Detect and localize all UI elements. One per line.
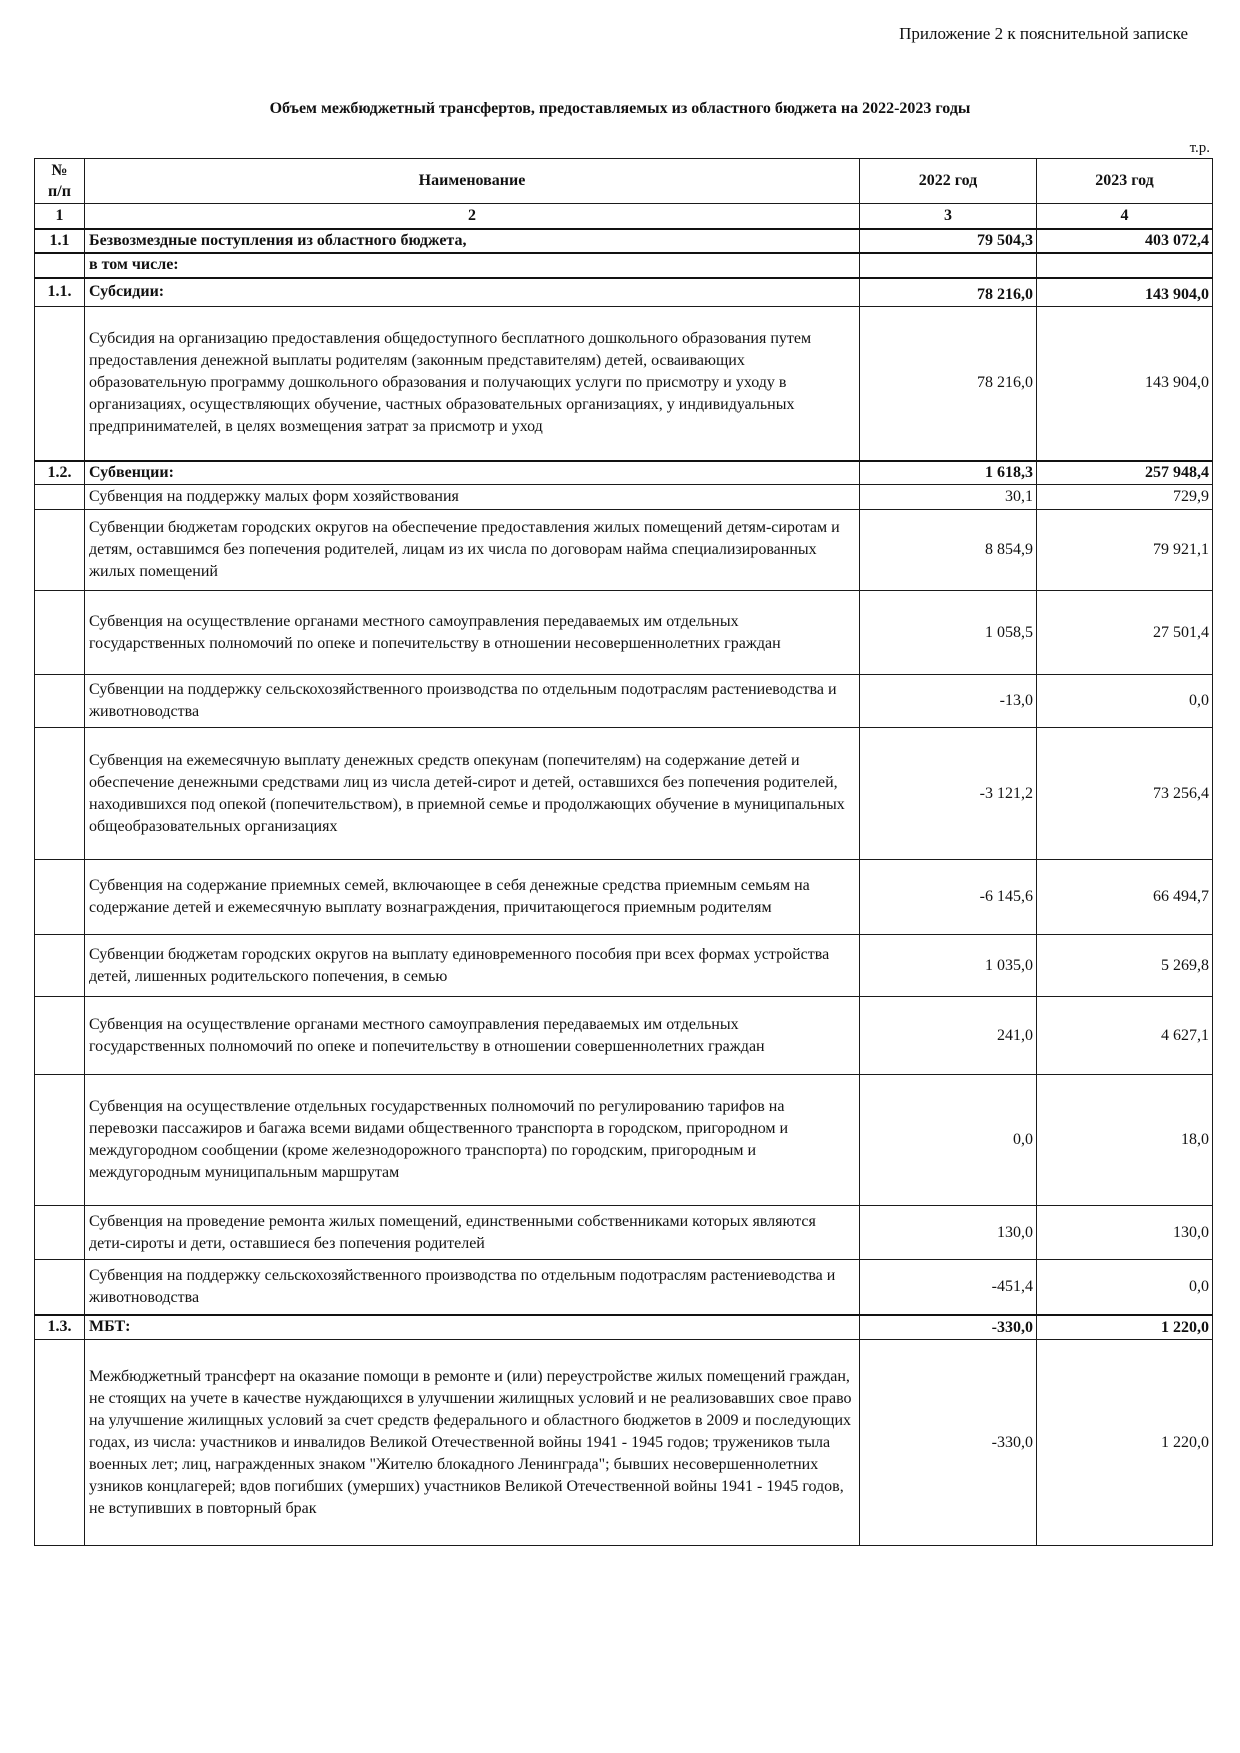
table-row xyxy=(35,997,1213,1075)
column-header-number xyxy=(35,159,85,204)
row-number xyxy=(35,675,85,728)
row-name: Субвенция на осуществление органами местного самоуправления передаваемых им отдельных государственных полномочий по опеке и попечительству в отношении несовершеннолетних граждан xyxy=(85,591,860,675)
table-header-row xyxy=(35,159,1213,204)
row-value-2022: 1 058,5 xyxy=(860,591,1037,675)
row-name: Субсидии: xyxy=(85,278,860,307)
row-value-2023: 1 220,0 xyxy=(1037,1315,1213,1340)
row-name: Субвенции бюджетам городских округов на выплату единовременного пособия при всех формах устройства детей, лишенных родительского попечения, в семью xyxy=(85,935,860,997)
row-number xyxy=(35,253,85,278)
row-value-2023: 73 256,4 xyxy=(1037,728,1213,860)
table-row xyxy=(35,591,1213,675)
row-value-2022: -451,4 xyxy=(860,1260,1037,1315)
row-name: Межбюджетный трансферт на оказание помощи в ремонте и (или) переустройстве жилых помещений граждан, не стоящих на учете в качестве нуждающихся в улучшении жилищных условий и не реализовавших свое право на улучшение жилищных условий за счет средств федерального и областного бюджетов в 2009 и последующих годах, из числа: участников и инвалидов Великой Отечественной войны 1941 - 1945 годов; тружеников тыла военных лет; лиц, награжденных знаком "Жителю блокадного Ленинграда"; бывших несовершеннолетних узников концлагерей; вдов погибших (умерших) участников Великой Отечественной войны 1941 - 1945 годов, не вступивших в повторный брак xyxy=(85,1340,860,1546)
row-value-2022: 78 216,0 xyxy=(860,278,1037,307)
row-name: Субвенции бюджетам городских округов на обеспечение предоставления жилых помещений детям-сиротам и детям, оставшимся без попечения родителей, лицам из их числа по договорам найма специализированных жилых помещений xyxy=(85,510,860,591)
table-row xyxy=(35,1315,1213,1340)
row-value-2023 xyxy=(1037,253,1213,278)
row-name: Безвозмездные поступления из областного бюджета, xyxy=(85,229,860,253)
row-number: 1.1. xyxy=(35,278,85,307)
row-value-2022: 78 216,0 xyxy=(860,307,1037,461)
row-number xyxy=(35,997,85,1075)
units-label: т.р. xyxy=(1189,140,1210,156)
row-name: в том числе: xyxy=(85,253,860,278)
row-number xyxy=(35,1206,85,1260)
row-value-2023: 1 220,0 xyxy=(1037,1340,1213,1546)
table-body xyxy=(35,229,1213,1546)
table-row xyxy=(35,485,1213,510)
row-value-2022: 241,0 xyxy=(860,997,1037,1075)
row-value-2023: 143 904,0 xyxy=(1037,278,1213,307)
row-name: Субвенция на осуществление отдельных государственных полномочий по регулированию тарифов на перевозки пассажиров и багажа всеми видами общественного транспорта в городском, пригородном и междугородном сообщении (кроме железнодорожного транспорта) по городским, пригородным и междугородным муниципальным маршрутам xyxy=(85,1075,860,1206)
row-value-2023: 130,0 xyxy=(1037,1206,1213,1260)
row-name: Субвенции на поддержку сельскохозяйственного производства по отдельным подотраслям растениеводства и животноводства xyxy=(85,675,860,728)
row-value-2023: 0,0 xyxy=(1037,1260,1213,1315)
row-name: Субвенция на ежемесячную выплату денежных средств опекунам (попечителям) на содержание детей и обеспечение денежными средствами лиц из числа детей-сирот и детей, оставшихся без попечения родителей, находившихся под опекой (попечительством), в приемной семье и продолжающих обучение в муниципальных общеобразовательных организациях xyxy=(85,728,860,860)
column-numbers-row xyxy=(35,204,1213,229)
row-value-2022: -330,0 xyxy=(860,1340,1037,1546)
table-row xyxy=(35,935,1213,997)
table-row xyxy=(35,728,1213,860)
table-row xyxy=(35,510,1213,591)
row-value-2023: 729,9 xyxy=(1037,485,1213,510)
row-number xyxy=(35,307,85,461)
row-value-2023: 0,0 xyxy=(1037,675,1213,728)
row-name: Субвенции: xyxy=(85,461,860,485)
row-name: Субвенция на осуществление органами местного самоуправления передаваемых им отдельных государственных полномочий по опеке и попечительству в отношении совершеннолетних граждан xyxy=(85,997,860,1075)
row-value-2022: 1 618,3 xyxy=(860,461,1037,485)
row-value-2022: 1 035,0 xyxy=(860,935,1037,997)
table-row xyxy=(35,1260,1213,1315)
row-value-2023: 403 072,4 xyxy=(1037,229,1213,253)
row-value-2023: 18,0 xyxy=(1037,1075,1213,1206)
row-value-2023: 27 501,4 xyxy=(1037,591,1213,675)
row-value-2022: 0,0 xyxy=(860,1075,1037,1206)
table-row xyxy=(35,675,1213,728)
table-row xyxy=(35,253,1213,278)
row-value-2022 xyxy=(860,253,1037,278)
table-row xyxy=(35,1075,1213,1206)
table-row xyxy=(35,307,1213,461)
row-value-2022: 79 504,3 xyxy=(860,229,1037,253)
row-value-2023: 257 948,4 xyxy=(1037,461,1213,485)
row-value-2023: 5 269,8 xyxy=(1037,935,1213,997)
row-name: Субвенция на поддержку малых форм хозяйствования xyxy=(85,485,860,510)
row-number xyxy=(35,728,85,860)
row-number xyxy=(35,935,85,997)
appendix-label: Приложение 2 к пояснительной записке xyxy=(899,24,1188,43)
table-row xyxy=(35,229,1213,253)
column-number-3: 3 xyxy=(860,204,1037,229)
row-value-2023: 66 494,7 xyxy=(1037,860,1213,935)
table-row xyxy=(35,461,1213,485)
row-name: Субсидия на организацию предоставления общедоступного бесплатного дошкольного образования путем предоставления денежной выплаты родителям (законным представителям) детей, осваивающих образовательную программу дошкольного образования и получающих услуги по присмотру и уходу в организациях, осуществляющих обучение, частных образовательных организациях, у индивидуальных предпринимателей, в целях возмещения затрат за присмотр и уход xyxy=(85,307,860,461)
row-value-2022: 30,1 xyxy=(860,485,1037,510)
column-number-1: 1 xyxy=(35,204,85,229)
row-number xyxy=(35,860,85,935)
column-header-name: Наименование xyxy=(85,159,860,204)
document-title: Объем межбюджетный трансфертов, предоставляемых из областного бюджета на 2022-2023 годы xyxy=(269,100,971,117)
row-value-2022: -330,0 xyxy=(860,1315,1037,1340)
row-name: МБТ: xyxy=(85,1315,860,1340)
row-value-2022: 8 854,9 xyxy=(860,510,1037,591)
row-number: 1.3. xyxy=(35,1315,85,1340)
row-name: Субвенция на проведение ремонта жилых помещений, единственными собственниками которых являются дети-сироты и дети, оставшиеся без попечения родителей xyxy=(85,1206,860,1260)
column-number-2: 2 xyxy=(85,204,860,229)
table-row xyxy=(35,1206,1213,1260)
row-value-2022: -3 121,2 xyxy=(860,728,1037,860)
row-value-2023: 4 627,1 xyxy=(1037,997,1213,1075)
row-value-2022: -13,0 xyxy=(860,675,1037,728)
table-row xyxy=(35,860,1213,935)
row-value-2023: 79 921,1 xyxy=(1037,510,1213,591)
row-name: Субвенция на поддержку сельскохозяйственного производства по отдельным подотраслям растениеводства и животноводства xyxy=(85,1260,860,1315)
row-number xyxy=(35,1260,85,1315)
row-number: 1.1 xyxy=(35,229,85,253)
column-header-2022: 2022 год xyxy=(860,159,1037,204)
row-number: 1.2. xyxy=(35,461,85,485)
row-number xyxy=(35,1075,85,1206)
row-number xyxy=(35,510,85,591)
transfers-table xyxy=(34,158,1213,1546)
row-number xyxy=(35,485,85,510)
table-row xyxy=(35,1340,1213,1546)
row-value-2022: 130,0 xyxy=(860,1206,1037,1260)
table-row xyxy=(35,278,1213,307)
row-name: Субвенция на содержание приемных семей, включающее в себя денежные средства приемным семьям на содержание детей и ежемесячную выплату вознаграждения, причитающегося приемным родителям xyxy=(85,860,860,935)
row-value-2022: -6 145,6 xyxy=(860,860,1037,935)
row-value-2023: 143 904,0 xyxy=(1037,307,1213,461)
row-number xyxy=(35,591,85,675)
column-number-4: 4 xyxy=(1037,204,1213,229)
column-header-2023: 2023 год xyxy=(1037,159,1213,204)
column-header-number-line1: № xyxy=(51,162,68,179)
column-header-number-line2: п/п xyxy=(48,183,71,200)
row-number xyxy=(35,1340,85,1546)
